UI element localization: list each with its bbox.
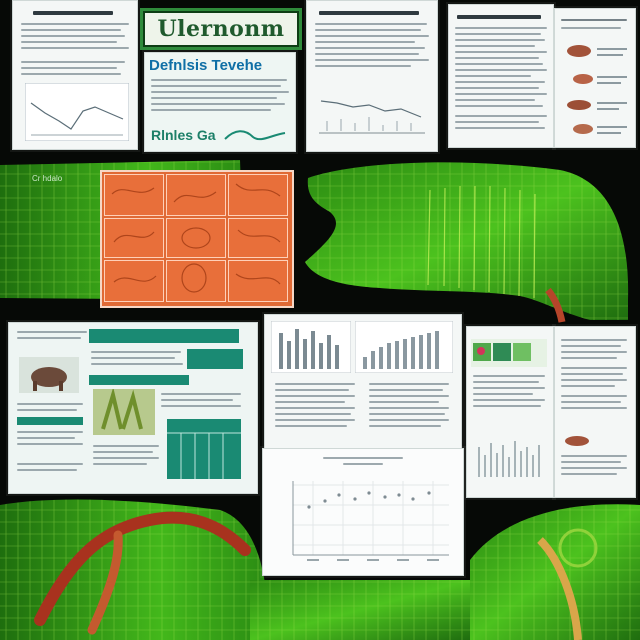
document-right-lower-a [466,326,554,498]
info-card-subheading: Rlnles Ga [151,127,216,143]
teal-table [167,419,241,479]
document-top-right-b [554,8,636,148]
document-right-lower-b [554,326,636,498]
document-teal-left [8,322,258,494]
info-card [144,52,296,152]
striped-plot [473,427,549,481]
main-title-card [140,8,302,50]
green-panel-label: Cr hdalo [32,174,63,183]
bar-chart-small-left [271,321,351,373]
document-top-center [306,0,438,152]
document-bar-charts [264,314,462,458]
line-chart-top-center [317,81,427,143]
document-top-right-a [448,4,554,148]
specimen-images [561,39,629,139]
info-card-heading: Defnlsis Tevehe [149,57,263,74]
orange-specimen-grid [100,170,294,308]
scatter-chart-card [262,448,464,576]
document-top-left [12,0,138,150]
scatter-chart [273,475,455,569]
line-chart-mini [25,83,129,141]
main-title: Ulernonm [157,16,285,42]
bar-chart-small-right [355,321,453,373]
